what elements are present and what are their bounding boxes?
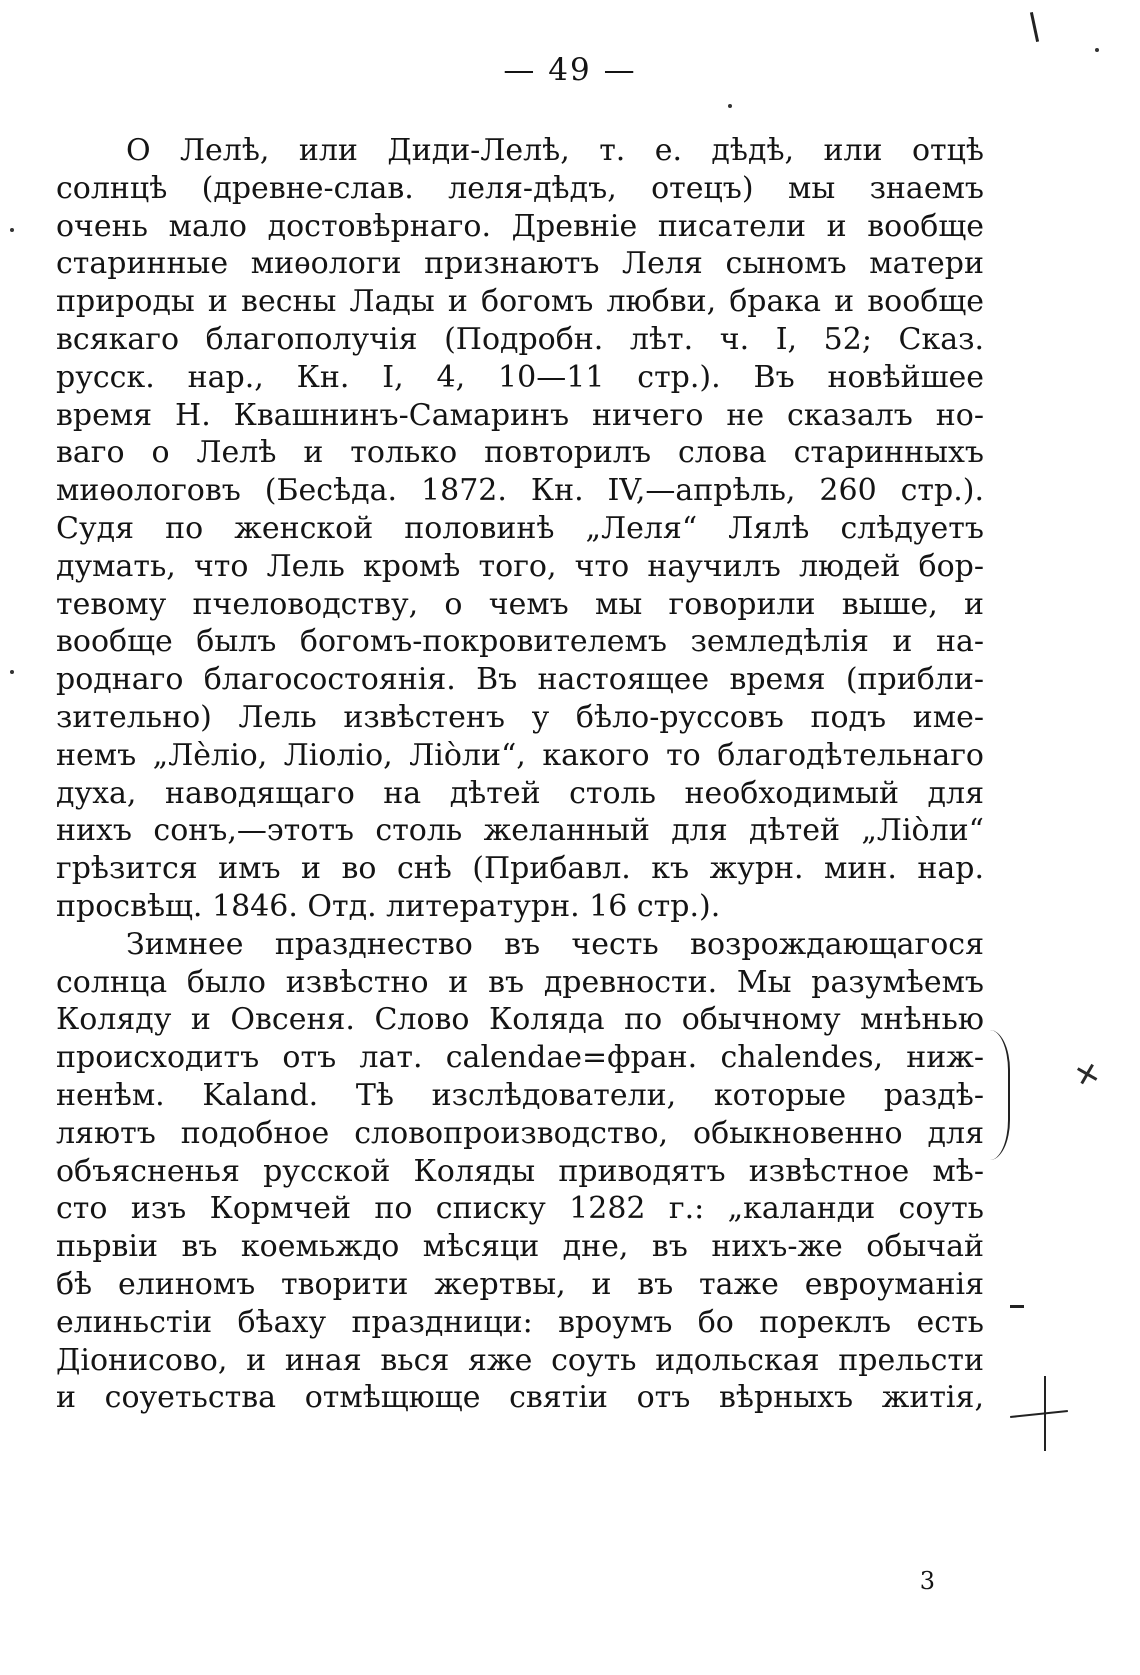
margin-cross-x: ✕ xyxy=(1070,1055,1105,1096)
margin-dot xyxy=(10,670,14,674)
text-line: вообще былъ богомъ-покровителемъ земледѣлія и на- xyxy=(56,624,984,660)
text-line: Судя по женской половинѣ „Леля“ Лялѣ слѣдуетъ xyxy=(56,510,984,546)
text-line: очень мало достовѣрнаго. Древніе писатели и вообще xyxy=(56,208,984,244)
text-line: объясненья русской Коляды приводятъ извѣстное мѣ- xyxy=(56,1153,984,1189)
text-line: просвѣщ. 1846. Отд. литературн. 16 стр.). xyxy=(56,888,721,924)
corner-tick-mark xyxy=(1030,12,1039,42)
text-line: ляютъ подобное словопроизводство, обыкновенно для xyxy=(56,1115,984,1151)
text-line: миѳологовъ (Бесѣда. 1872. Кн. IV,—апрѣль, 260 стр.). xyxy=(56,473,984,509)
text-line: зительно) Лель извѣстенъ у бѣло-руссовъ подъ име- xyxy=(56,699,984,735)
text-line: пьрвіи въ коемьждо мѣсяци дне, въ нихъ-же обычай xyxy=(56,1229,984,1265)
margin-dot xyxy=(1095,48,1099,52)
text-line: Зимнее празднество въ честь возрождающагося xyxy=(126,926,984,962)
margin-dot xyxy=(728,104,732,108)
text-line: О Лелѣ, или Диди-Лелѣ, т. е. дѣдѣ, или отцѣ xyxy=(126,133,984,168)
paragraph-kolyada xyxy=(56,926,984,1417)
text-line: тевому пчеловодству, о чемъ мы говорили выше, и xyxy=(56,586,984,622)
margin-dash xyxy=(1010,1305,1024,1308)
paragraph-lel xyxy=(56,132,984,926)
text-line: немъ „Лѐліо, Ліоліо, Ліо̀ли“, какого то благодѣтельнаго xyxy=(56,737,984,773)
text-line: елиньстіи бѣаху праздници: вроумъ бо пореклъ есть xyxy=(56,1304,984,1340)
text-line: время Н. Квашнинъ-Самаринъ ничего не сказалъ но- xyxy=(56,397,984,433)
text-line: солнцѣ (древне-слав. леля-дѣдъ, отецъ) мы знаемъ xyxy=(56,170,984,206)
text-line: ваго о Лелѣ и только повторилъ слова старинныхъ xyxy=(56,435,984,471)
text-line: Діонисово, и иная вься яже соуть идольская прельсти xyxy=(56,1342,984,1378)
text-line: думать, что Лель кромѣ того, что научилъ людей бор- xyxy=(56,548,984,584)
text-line: происходитъ отъ лат. calendae=фран. chalendes, ниж- xyxy=(56,1040,984,1076)
text-line: и соуетьства отмѣщюще святіи отъ вѣрныхъ житія, xyxy=(56,1380,984,1416)
text-line: Коляду и Овсеня. Слово Коляда по обычному мнѣнью xyxy=(56,1002,984,1038)
text-line: бѣ елиномъ творити жертвы, и въ таже евроуманія xyxy=(56,1266,984,1302)
text-line: грѣзится имъ и во снѣ (Прибавл. къ журн. мин. нар. xyxy=(56,851,984,887)
margin-bracket xyxy=(990,1030,1010,1160)
body-text xyxy=(56,132,984,1417)
text-line: русск. нар., Кн. I, 4, 10—11 стр.). Въ новѣйшее xyxy=(56,359,984,395)
text-line: нихъ сонъ,—этотъ столь желанный для дѣтей „Ліо̀ли“ xyxy=(56,813,984,849)
text-line: всякаго благополучія (Подробн. лѣт. ч. I, 52; Сказ. xyxy=(56,321,984,357)
signature-mark: 3 xyxy=(919,1567,935,1595)
margin-plus-mark xyxy=(1010,1376,1070,1451)
text-line: природы и весны Лады и богомъ любви, брака и вообще xyxy=(56,284,984,320)
text-line: роднаго благосостоянія. Въ настоящее время (прибли- xyxy=(56,662,984,698)
page-number: — 49 — xyxy=(503,52,637,88)
text-line: сто изъ Кормчей по списку 1282 г.: „каланди соуть xyxy=(56,1191,984,1227)
text-line: ненѣм. Kaland. Тѣ изслѣдователи, которые раздѣ- xyxy=(56,1077,984,1113)
text-line: духа, наводящаго на дѣтей столь необходимый для xyxy=(56,775,984,811)
text-line: старинные миѳологи признаютъ Леля сыномъ матери xyxy=(56,246,984,282)
margin-dot xyxy=(10,228,14,232)
text-line: солнца было извѣстно и въ древности. Мы разумѣемъ xyxy=(56,964,984,1000)
